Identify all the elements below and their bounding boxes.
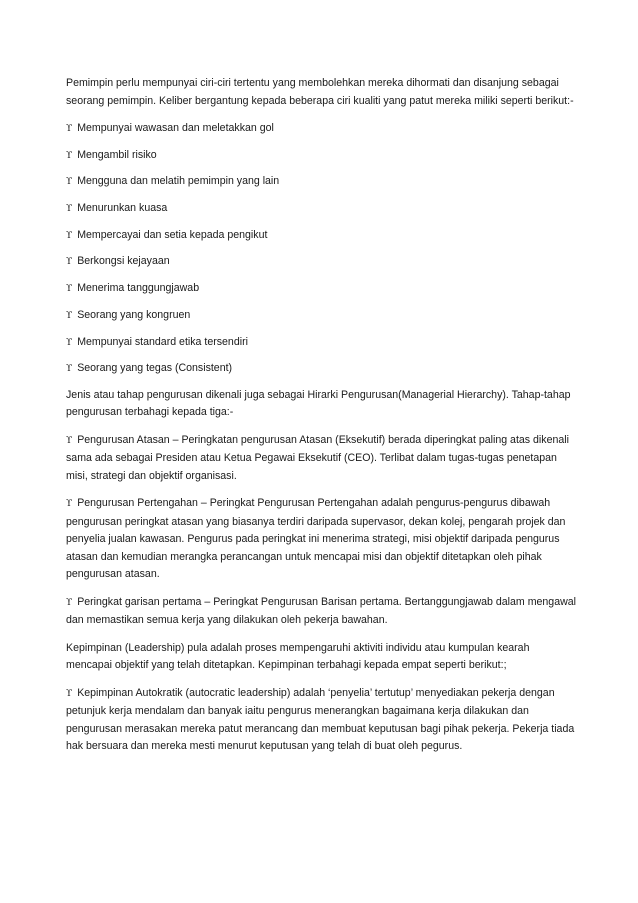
list-item: ϒ Mengguna dan melatih pemimpin yang lain xyxy=(66,175,280,188)
list-item: ϒ Seorang yang kongruen xyxy=(66,308,191,321)
bullet-icon: ϒ xyxy=(66,230,73,241)
document-page xyxy=(66,75,576,766)
list-item: ϒ Berkongsi kejayaan xyxy=(66,255,170,268)
intro-paragraph: Pemimpin perlu mempunyai ciri-ciri tertentu yang membolehkan mereka dihormati dan disanjung sebagai seorang pemimpin. Keliber bergantung kepada beberapa ciri kualiti yang patut mereka miliki seperti berikut:- xyxy=(66,77,574,107)
bullet-icon: ϒ xyxy=(66,150,73,161)
bullet-icon: ϒ xyxy=(66,204,73,215)
traits-list xyxy=(66,120,576,379)
bullet-icon: ϒ xyxy=(66,597,73,608)
bullet-icon: ϒ xyxy=(66,284,73,295)
list-item: ϒ Menurunkan kuasa xyxy=(66,202,168,215)
list-item: ϒ Pengurusan Atasan – Peringkatan pengurusan Atasan (Eksekutif) berada diperingkat paling atas dikenali sama ada sebagai Presiden atau Ketua Pegawai Eksekutif (CEO). Terlibat dalam tugas-tugas penetapan misi, strategi dan objektif organisasi. xyxy=(66,433,569,482)
bullet-icon: ϒ xyxy=(66,337,73,348)
list-item: ϒ Mempunyai wawasan dan meletakkan gol xyxy=(66,122,274,134)
list-item: ϒ Kepimpinan Autokratik (autocratic leadership) adalah ‘penyelia’ tertutup’ menyediakan pekerja dengan petunjuk kerja mendalam dan banyak iaitu pengurus menerangkan bagaimana kerja dilakukan dan pengurusan merasakan mereka patut merancang dan membuat keputusan bagi pihak pekerja. Pekerja tiada hak bersuara dan mereka mesti menurut keputusan yang telah di buat oleh pegurus. xyxy=(66,686,575,753)
bullet-icon: ϒ xyxy=(66,257,73,268)
list-item: ϒ Seorang yang tegas (Consistent) xyxy=(66,362,233,375)
bullet-icon: ϒ xyxy=(66,499,73,510)
list-item: ϒ Menerima tanggungjawab xyxy=(66,282,200,295)
bullet-icon: ϒ xyxy=(66,688,73,699)
management-levels-list xyxy=(66,432,576,630)
list-item: ϒ Mengambil risiko xyxy=(66,148,157,161)
bullet-icon: ϒ xyxy=(66,124,73,134)
bullet-icon: ϒ xyxy=(66,435,73,446)
list-item: ϒ Mempunyai standard etika tersendiri xyxy=(66,335,248,348)
leadership-intro-paragraph: Kepimpinan (Leadership) pula adalah proses mempengaruhi aktiviti individu atau kumpulan kearah mencapai objektif yang telah ditetapkan. Kepimpinan terbahagi kepada empat seperti berikut:; xyxy=(66,641,530,672)
bullet-icon: ϒ xyxy=(66,310,73,321)
bullet-icon: ϒ xyxy=(66,364,73,375)
list-item: ϒ Peringkat garisan pertama – Peringkat Pengurusan Barisan pertama. Bertanggungjawab dalam mengawal dan memastikan semua kerja yang dilakukan oleh pekerja bawahan. xyxy=(66,595,576,627)
bullet-icon: ϒ xyxy=(66,177,73,188)
management-intro-paragraph: Jenis atau tahap pengurusan dikenali juga sebagai Hirarki Pengurusan(Managerial Hierarchy). Tahap-tahap pengurusan terbahagi kepada tiga:- xyxy=(66,388,571,419)
list-item: ϒ Mempercayai dan setia kepada pengikut xyxy=(66,228,268,241)
list-item: ϒ Pengurusan Pertengahan – Peringkat Pengurusan Pertengahan adalah pengurus-pengurus dibawah pengurusan peringkat atasan yang biasanya terdiri daripada supervasor, dekan kolej, pengarah projek dan penyelia jualan kawasan. Pengurus pada peringkat ini menerima strategi, misi objektif daripada pengurus atasan dan kemudian merangka perancangan untuk mencapai misi dan objektif ditetapkan oleh pihak pengurusan atasan. xyxy=(66,497,566,581)
leadership-types-list xyxy=(66,685,576,756)
